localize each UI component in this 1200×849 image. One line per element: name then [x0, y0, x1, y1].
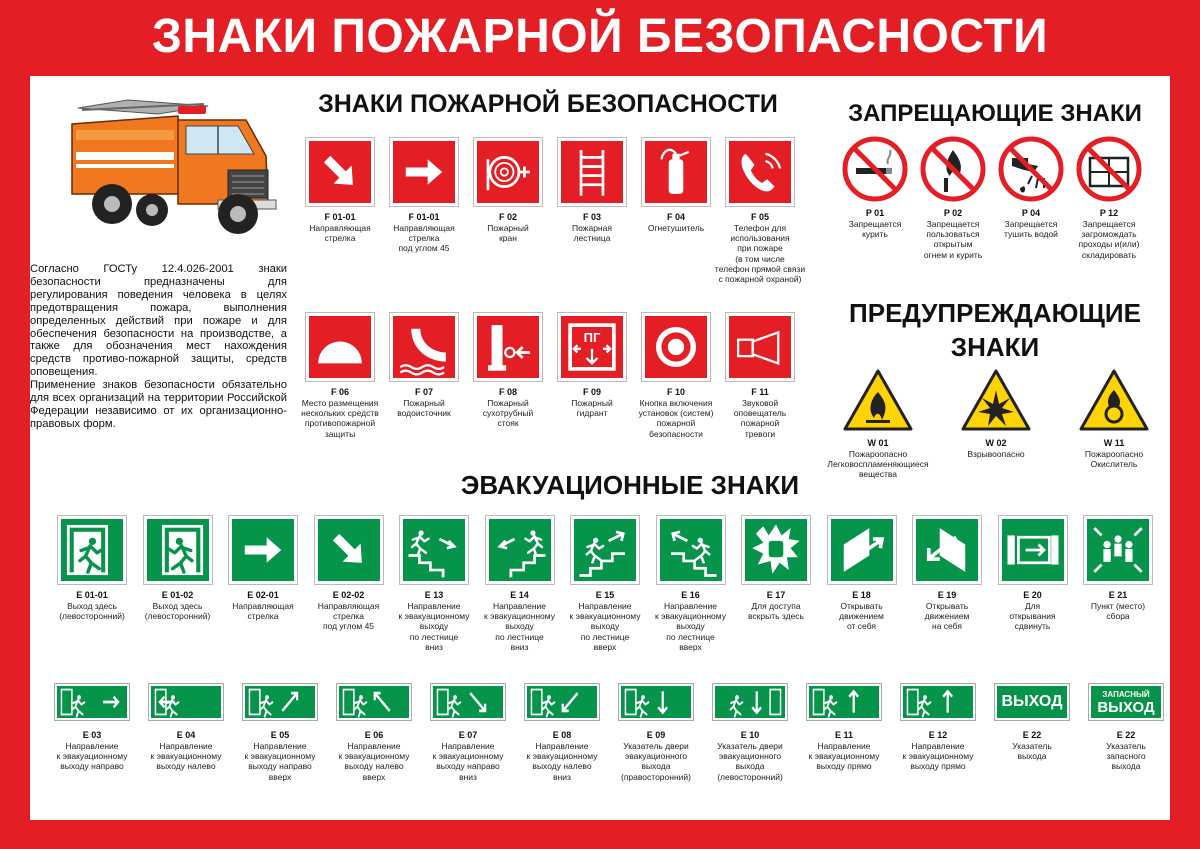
sign-description: Направление к эвакуационному выходу по лестнице вниз	[398, 601, 470, 652]
arrow-right-icon	[229, 516, 297, 584]
sign-description: Указатель выхода	[1012, 741, 1052, 762]
sign-description: Звуковой оповещатель пожарной тревоги	[733, 398, 787, 439]
sign-description: Открывать движением на себя	[924, 601, 970, 632]
sign-code: F 02	[498, 212, 517, 222]
push-door-icon	[828, 516, 896, 584]
sign-code: P 12	[1099, 208, 1119, 218]
sign-e02-01	[223, 516, 303, 676]
sign-description: Пожарная лестница	[572, 223, 612, 244]
sign-code: W 02	[985, 438, 1007, 448]
sign-code: E 18	[852, 590, 871, 600]
horn-icon	[726, 313, 794, 381]
sign-description: Направляющая стрелка	[232, 601, 294, 622]
sign-description: Взрывоопасно	[967, 449, 1025, 459]
exit-arrow-left-icon	[149, 684, 223, 720]
sign-code: F 01-01	[324, 212, 356, 222]
sign-f10	[636, 313, 716, 473]
sign-e01-01	[52, 516, 132, 676]
sign-e02-02	[309, 516, 389, 676]
sign-e20	[993, 516, 1073, 676]
exit-arrow-up-icon	[901, 684, 975, 720]
sign-p01	[835, 136, 915, 266]
pull-door-icon	[913, 516, 981, 584]
sign-description: Направление к эвакуационному выходу налево	[150, 741, 222, 772]
arrow-right-icon	[390, 138, 458, 206]
sign-code: E 19	[937, 590, 957, 600]
sign-e12	[893, 684, 983, 804]
sign-w11	[1054, 368, 1174, 488]
sign-code: E 04	[176, 730, 196, 740]
sign-description: Указатель двери эвакуационного выхода (левосторонний)	[717, 741, 783, 782]
sign-code: E 06	[364, 730, 384, 740]
dome-icon	[306, 313, 374, 381]
sign-description: Запрещается курить	[848, 219, 902, 240]
sign-description: Направление к эвакуационному выходу направо вверх	[244, 741, 316, 782]
sign-w02	[936, 368, 1056, 488]
sign-code: P 01	[865, 208, 885, 218]
sign-code: E 01-02	[161, 590, 194, 600]
sign-description: Пожароопасно Окислитель	[1084, 449, 1144, 470]
sign-code: E 02-01	[247, 590, 279, 600]
sign-f09	[552, 313, 632, 473]
sign-description: Направление к эвакуационному выходу направо вниз	[432, 741, 504, 782]
sign-e05	[235, 684, 325, 804]
sign-code: P 04	[1021, 208, 1041, 218]
no-water-icon	[998, 136, 1064, 202]
sign-description: Направляющая стрелка	[309, 223, 371, 244]
prohibit-heading: ЗАПРЕЩАЮЩИЕ ЗНАКИ	[848, 100, 1142, 127]
sign-code: F 08	[498, 387, 517, 397]
stairs-down-left-icon	[486, 516, 554, 584]
stairs-up-left-icon	[657, 516, 725, 584]
fire-hose-icon	[474, 138, 542, 206]
sign-e15	[565, 516, 645, 676]
sign-code: F 09	[582, 387, 601, 397]
dry-pipe-icon	[474, 313, 542, 381]
sign-code: E 15	[595, 590, 615, 600]
sign-e03	[47, 684, 137, 804]
sign-description: Направляющая стрелка под углом 45	[393, 223, 455, 254]
sign-w01	[818, 368, 938, 488]
sign-code: E 07	[458, 730, 478, 740]
sign-e17	[736, 516, 816, 676]
sign-e04	[141, 684, 231, 804]
sign-description: Выход здесь (левосторонний)	[144, 601, 211, 622]
sign-f03	[552, 138, 632, 298]
sign-description: Направление к эвакуационному выходу по лестнице вниз	[484, 601, 555, 652]
flammable-icon	[842, 368, 914, 437]
sign-description: Запрещается пользоваться открытым огнем и курить	[923, 219, 983, 260]
sign-code: E 13	[424, 590, 444, 600]
sign-e14	[480, 516, 560, 676]
sign-code: E 05	[270, 730, 290, 740]
sign-description: Направление к эвакуационному выходу налево вверх	[338, 741, 410, 782]
sign-description: Открывать движением от себя	[839, 601, 884, 632]
sign-e06	[329, 684, 419, 804]
explosive-icon	[960, 368, 1032, 437]
sign-description: Телефон для использования при пожаре (в том числе телефон прямой связи с пожарной охраной)	[714, 223, 806, 285]
sign-description: Направление к эвакуационному выходу налево вниз	[526, 741, 598, 782]
warning-heading-line1: ПРЕДУПРЕЖДАЮЩИЕ	[849, 298, 1141, 328]
sign-description: Указатель двери эвакуационного выхода (правосторонний)	[621, 741, 691, 782]
sign-description: Огнетушитель	[647, 223, 705, 233]
sign-p02	[913, 136, 993, 266]
sign-description: Пожарный водоисточник	[397, 398, 451, 419]
sign-code: E 11	[834, 730, 854, 740]
sign-code: E 09	[646, 730, 666, 740]
exit-arrow-up-left-icon	[337, 684, 411, 720]
assembly-point-icon	[1084, 516, 1152, 584]
exit-arrow-up-right-icon	[243, 684, 317, 720]
fire-signs-heading: ЗНАКИ ПОЖАРНОЙ БЕЗОПАСНОСТИ	[318, 90, 778, 118]
sign-code: E 03	[82, 730, 102, 740]
break-glass-icon	[742, 516, 810, 584]
exit-arrow-up-icon	[807, 684, 881, 720]
sign-code: F 05	[750, 212, 769, 222]
gost-description: Согласно ГОСТу 12.4.026-2001 знаки безопасности предназначены для регулирования поведения человека в целях предотвращения пожара, выполнения определенных действий при пожаре и для обеспечения безопасности на производстве, а также для обозначения мест нахождения средств противо-пожарной защиты, средств оповещения. Применение знаков безопасности обязательно для всех организаций на территории Российской Федерации независимо от их организационно-правовых форм.	[30, 263, 287, 430]
exit-door-left-icon	[713, 684, 787, 720]
sign-code: F 03	[582, 212, 601, 222]
sign-code: E 08	[552, 730, 572, 740]
sign-e13	[394, 516, 474, 676]
sign-p04	[991, 136, 1071, 266]
exit-left-icon	[58, 516, 126, 584]
sign-code: E 10	[740, 730, 760, 740]
sign-code: F 10	[666, 387, 685, 397]
emergency-exit-label-line2: ВЫХОД	[1097, 699, 1155, 716]
sign-e11	[799, 684, 889, 804]
sign-description: Выход здесь (левосторонний)	[59, 601, 125, 622]
sign-code: F 11	[751, 387, 769, 397]
sign-code: E 22	[1116, 730, 1136, 740]
sign-code: F 06	[330, 387, 349, 397]
sign-code: E 22	[1022, 730, 1042, 740]
sign-code: E 12	[928, 730, 948, 740]
sign-code: F 07	[414, 387, 433, 397]
sign-f11	[720, 313, 800, 473]
water-source-icon	[390, 313, 458, 381]
sign-description: Кнопка включения установок (систем) пожарной безопасности	[638, 398, 714, 439]
sign-description: Направление к эвакуационному выходу направо	[56, 741, 128, 772]
sign-f04	[636, 138, 716, 298]
sign-description: Пожарный гидрант	[571, 398, 613, 419]
sign-code: E 16	[681, 590, 700, 600]
poster-panel	[30, 76, 1170, 820]
ladder-icon	[558, 138, 626, 206]
sign-e09	[611, 684, 701, 804]
sign-description: Направление к эвакуационному выходу по лестнице вверх	[569, 601, 641, 652]
sign-code: W 11	[1103, 438, 1125, 448]
sign-description: Для доступа вскрыть здесь	[748, 601, 804, 622]
fire-truck-illustration	[68, 86, 280, 251]
exit-word-icon	[995, 684, 1069, 720]
sign-f02	[468, 138, 548, 298]
exit-word-label: ВЫХОД	[1001, 693, 1063, 710]
evac-heading: ЭВАКУАЦИОННЫЕ ЗНАКИ	[460, 470, 800, 500]
sign-code: P 02	[943, 208, 963, 218]
alarm-button-icon	[642, 313, 710, 381]
arrow-down-right-icon	[306, 138, 374, 206]
sign-description: Направление к эвакуационному выходу прямо	[808, 741, 880, 772]
arrow-down-right-icon	[315, 516, 383, 584]
no-smoking-icon	[842, 136, 908, 202]
oxidizer-icon	[1078, 368, 1150, 437]
exit-arrow-down-left-icon	[525, 684, 599, 720]
sign-code: F 04	[666, 212, 685, 222]
sign-f08	[468, 313, 548, 473]
stairs-down-right-icon	[400, 516, 468, 584]
emergency-exit-label-line1: ЗАПАСНЫЙ	[1102, 690, 1150, 699]
extinguisher-icon	[642, 138, 710, 206]
sign-description: Место размещения нескольких средств противопожарной защиты	[301, 398, 379, 439]
sign-f05	[714, 138, 806, 298]
sign-f01-01	[384, 138, 464, 298]
sign-label: ПГ	[583, 330, 601, 345]
exit-arrow-right-icon	[55, 684, 129, 720]
sign-description: Пункт (место) сбора	[1090, 601, 1146, 622]
sign-p12	[1069, 136, 1149, 266]
hydrant-icon	[558, 313, 626, 381]
poster-title: ЗНАКИ ПОЖАРНОЙ БЕЗОПАСНОСТИ	[151, 10, 1049, 63]
sign-e01-02	[138, 516, 218, 676]
sign-e18	[822, 516, 902, 676]
exit-arrow-down-right-icon	[431, 684, 505, 720]
sign-description: Направление к эвакуационному выходу прямо	[902, 741, 974, 772]
sign-description: Направляющая стрелка под углом 45	[317, 601, 380, 632]
sign-description: Пожароопасно Легковоспламеняющиеся вещества	[827, 449, 929, 480]
sign-code: E 21	[1108, 590, 1128, 600]
sign-code: E 20	[1023, 590, 1042, 600]
stairs-up-right-icon	[571, 516, 639, 584]
sign-f01-01	[300, 138, 380, 298]
sign-description: Запрещается тушить водой	[1004, 219, 1058, 240]
no-open-flame-icon	[920, 136, 986, 202]
emergency-exit-word-icon	[1089, 684, 1163, 720]
sign-e07	[423, 684, 513, 804]
sign-code: W 01	[867, 438, 889, 448]
sign-e19	[907, 516, 987, 676]
slide-door-icon	[999, 516, 1067, 584]
sign-e21	[1078, 516, 1158, 676]
sign-description: Указатель запасного выхода	[1106, 741, 1146, 772]
sign-description: Запрещается загромождать проходы и(или) складировать	[1078, 219, 1140, 260]
sign-f06	[300, 313, 380, 473]
sign-code: F 01-01	[408, 212, 440, 222]
sign-e22	[1081, 684, 1171, 804]
sign-e22	[987, 684, 1077, 804]
phone-icon	[726, 138, 794, 206]
sign-e16	[651, 516, 731, 676]
sign-e10	[705, 684, 795, 804]
sign-code: E 01-01	[76, 590, 108, 600]
sign-f07	[384, 313, 464, 473]
warning-heading-line2: ЗНАКИ	[950, 332, 1040, 362]
sign-description: Пожарный сухотрубный стояк	[482, 398, 534, 429]
sign-description: Пожарный кран	[487, 223, 529, 244]
sign-code: E 17	[766, 590, 786, 600]
sign-description: Для открывания сдвинуть	[1009, 601, 1056, 632]
sign-e08	[517, 684, 607, 804]
sign-description: Направление к эвакуационному выходу по лестнице вверх	[655, 601, 726, 652]
exit-door-right-icon	[619, 684, 693, 720]
sign-code: E 14	[510, 590, 529, 600]
sign-code: E 02-02	[332, 590, 365, 600]
no-obstruction-icon	[1076, 136, 1142, 202]
exit-right-icon	[144, 516, 212, 584]
